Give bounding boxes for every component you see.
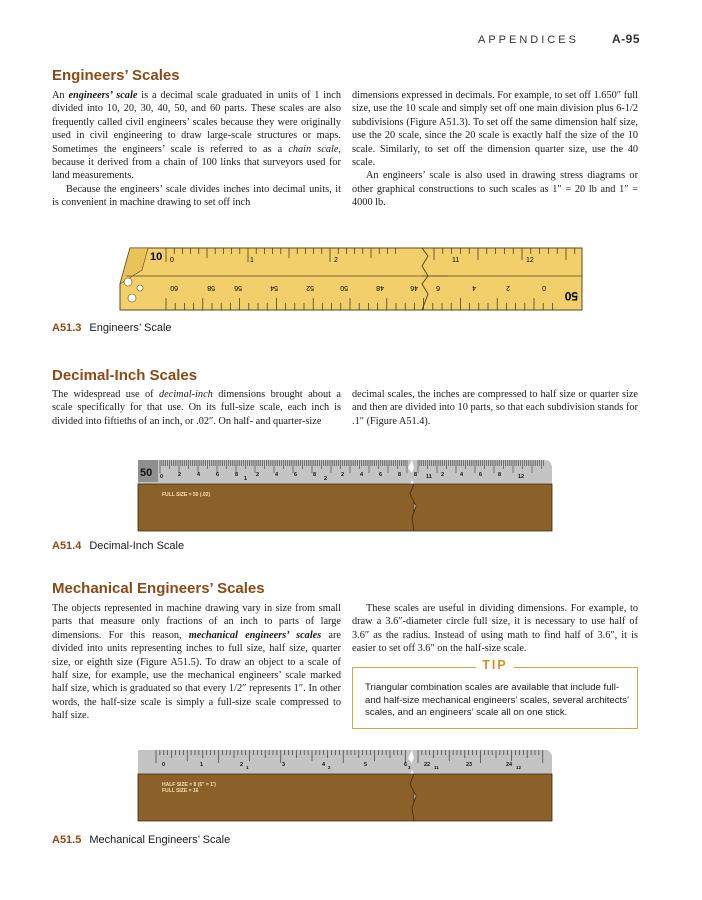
decimal-number: 4	[197, 472, 201, 478]
mechanical-number: 24	[506, 762, 513, 768]
decimal-scale-label: 50	[140, 467, 153, 479]
top-scale-label: 10	[150, 251, 163, 263]
decimal-number: 8	[414, 472, 418, 478]
page-header	[478, 32, 640, 46]
decimal-number: 8	[398, 472, 402, 478]
decimal-number: 0	[160, 474, 164, 480]
decimal-number: 4	[360, 472, 364, 478]
caption-a51-3	[52, 322, 172, 334]
decimal-number: 2	[341, 472, 345, 478]
mechanical-sub-number: 2	[328, 765, 331, 770]
decimal-number: 11	[426, 474, 432, 480]
mechanical-number: 4	[322, 762, 326, 768]
page-number: A-95	[611, 32, 640, 46]
s3-left-p1: The objects represented in machine drawing vary in size from small parts that measure only fractions of an inch to parts of large dimensions. For this reason, mechanical engineers’ scales are divided into units representing inches to full size, half size, quarter size, or eighth size (Figure A51.5). To draw an object to a scale of half size, for example, use the mechanical engineers’ scale marked half size, which is graduated so that every 1/2″ represents 1″. In other words, the half-size scale is simply a full-size scale compressed to half size.	[52, 603, 341, 722]
mechanical-sub-number: 11	[434, 765, 439, 770]
figure-a51-5	[136, 748, 556, 823]
s2-right-column	[352, 388, 638, 428]
mechanical-number: 6	[404, 762, 408, 768]
mechanical-number: 5	[364, 762, 368, 768]
top-num-0: 0	[170, 257, 174, 264]
decimal-number: 6	[479, 472, 483, 478]
top-num-4: 12	[526, 257, 534, 264]
decimal-number: 8	[235, 472, 239, 478]
s2-left-p1: The widespread use of decimal-inch dimensions brought about a scale specifically for that use. On its full-size scale, each inch is divided into fiftieths of an inch, or .02″. On half- and quarter-size	[52, 389, 342, 427]
s3-left-column	[52, 602, 341, 723]
mechanical-note-full: FULL SIZE = 16	[162, 788, 199, 794]
section-title-decimal-inch-scales: Decimal-Inch Scales	[52, 367, 198, 384]
bottom-num-0: 0	[542, 284, 546, 291]
mechanical-sub-number: 12	[516, 765, 522, 770]
mechanical-sub-number: 3	[408, 765, 411, 770]
decimal-number: 8	[498, 472, 502, 478]
caption-a51-5-number: A51.5	[52, 834, 82, 846]
decimal-number: 2	[324, 476, 328, 482]
decimal-number: 12	[518, 474, 525, 480]
mechanical-number: 22	[424, 762, 431, 768]
mechanical-sub-number: 1	[246, 765, 249, 770]
mechanical-number: 2	[240, 762, 244, 768]
s2-right-p1: decimal scales, the inches are compressed to half size or quarter size and then are divided into 10 parts, so that each subdivision stands for .1″ (Figure A51.4).	[352, 389, 638, 427]
bottom-scale-label: 50	[564, 289, 578, 303]
bottom-num-46: 46	[410, 284, 418, 291]
decimal-number: 1	[244, 476, 248, 482]
bottom-num-56: 56	[234, 284, 242, 291]
bottom-num-48: 48	[376, 284, 384, 291]
s1-left-p1: An engineers’ scale is a decimal scale graduated in units of 1 inch divided into 10, 20, 30, 40, 50, and 60 parts. These scales are also frequently called civil engineers’ scales because they were originally used in civil engineering to draw large-scale structures or maps. Sometimes the engineers’ scale is referred to as a chain scale, because it derived from a chain of 100 links that surveyors used for land measurements.	[52, 90, 341, 182]
decimal-number: 6	[379, 472, 383, 478]
mechanical-number: 0	[162, 762, 166, 768]
caption-a51-4-text: Decimal-Inch Scale	[89, 540, 185, 552]
figure-a51-3	[118, 236, 584, 312]
top-num-2: 2	[334, 257, 338, 264]
mechanical-number: 3	[282, 762, 286, 768]
bottom-num-60: 60	[170, 284, 178, 291]
s2-left-column	[52, 388, 341, 428]
caption-a51-4-number: A51.4	[52, 540, 82, 552]
running-head: APPENDICES	[478, 34, 579, 46]
section-title-mechanical-engineers-scales: Mechanical Engineers’ Scales	[52, 580, 265, 597]
s1-right-p1: dimensions expressed in decimals. For example, to set off 1.650″ full size, use the 10 scale and simply set off one main division plus 6-1/2 subdivisions (Figure A51.3). To set off the same dimension half size, use the 20 scale, since the 20 scale is exactly half the size of the 10 scale. Similarly, to set off the dimension quarter size, use the 40 scale.	[352, 90, 638, 169]
s1-right-p2: An engineers’ scale is also used in drawing stress diagrams or other graphical constructions to such scales as 1″ = 20 lb and 1″ = 4000 lb.	[352, 170, 638, 209]
caption-a51-3-number: A51.3	[52, 322, 82, 334]
bottom-num-58: 58	[207, 284, 215, 291]
caption-a51-3-text: Engineers’ Scale	[89, 322, 172, 334]
s3-right-p1: These scales are useful in dividing dimensions. For example, to draw a 3.6″-diameter circle full size, it is necessary to use half of 3.6″ as the radius. Instead of using math to find half of 3.6″, it is easier to set off 3.6″ on the half-size scale.	[352, 603, 638, 655]
tip-box	[352, 658, 638, 729]
s3-right-column	[352, 602, 638, 656]
mechanical-number: 23	[466, 762, 473, 768]
bottom-num-54: 54	[270, 284, 278, 291]
decimal-number: 6	[294, 472, 298, 478]
decimal-number: 2	[441, 472, 445, 478]
mechanical-number: 1	[200, 762, 204, 768]
top-num-1: 1	[250, 257, 254, 264]
mechanical-note-half: HALF SIZE = 8 (6″ = 1′)	[162, 782, 216, 788]
bottom-num-52: 52	[306, 284, 314, 291]
decimal-number: 8	[313, 472, 317, 478]
top-num-3: 11	[452, 257, 460, 264]
bottom-num-50: 50	[340, 284, 348, 291]
bottom-num-2: 2	[506, 284, 510, 291]
decimal-number: 4	[275, 472, 279, 478]
decimal-scale-note: FULL SIZE = 50 (.02)	[162, 492, 211, 498]
s1-right-column	[352, 89, 638, 210]
s1-left-p2: Because the engineers’ scale divides inches into decimal units, it is convenient in machine drawing to set off inch	[52, 183, 341, 209]
tip-text: Triangular combination scales are available that include full- and half-size mechanical engineers’ scales, several architects’ scales, and an engineers’ scale all on one stick.	[365, 682, 629, 718]
caption-a51-5-text: Mechanical Engineers’ Scale	[89, 834, 231, 846]
decimal-number: 4	[460, 472, 464, 478]
bottom-num-6: 6	[436, 284, 440, 291]
tip-title: TIP	[476, 659, 513, 672]
caption-a51-5	[52, 834, 230, 846]
s1-left-column	[52, 89, 341, 210]
decimal-number: 6	[216, 472, 220, 478]
bottom-num-4: 4	[472, 284, 476, 291]
decimal-number: 2	[178, 472, 182, 478]
section-title-engineers-scales: Engineers’ Scales	[52, 67, 180, 84]
figure-a51-4	[136, 458, 556, 533]
decimal-number: 2	[256, 472, 260, 478]
caption-a51-4	[52, 540, 184, 552]
